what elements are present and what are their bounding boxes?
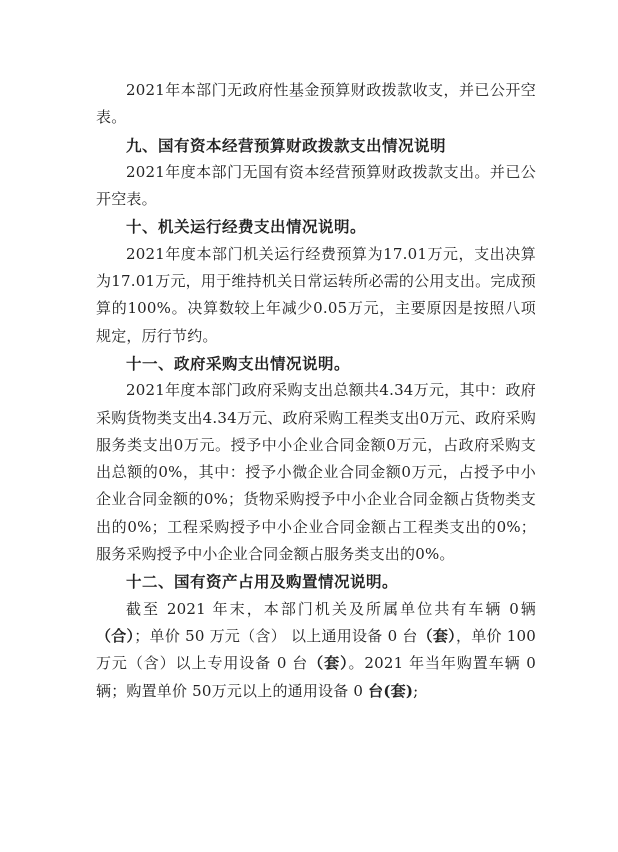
- paragraph-operating-expenses: 2021年度本部门机关运行经费预算为17.01万元，支出决算为17.01万元，用于维持机关日常运转所必需的公用支出。完成预算的100%。决算数较上年减少0.05万元，主要原因是按照八项规定，厉行节约。: [96, 244, 536, 345]
- assets-bold-2: （套）: [417, 626, 456, 645]
- heading-section-11: 十一、政府采购支出情况说明。: [126, 353, 351, 373]
- paragraph-government-procurement: 2021年度本部门政府采购支出总额共4.34万元，其中：政府采购货物类支出4.34万元、政府采购工程类支出0万元、政府采购服务类支出0万元。授予中小企业合同金额0万元，占政府采购支出总额的0%，其中：授予小微企业合同金额0万元，占授予中小企业合同金额的0%；货物采购授予中小企业合同金额占货物类支出的0%；工程采购授予中小企业合同金额占工程类支出的0%；服务采购授予中小企业合同金额占服务类支出的0%。: [96, 381, 536, 564]
- paragraph-state-assets: [96, 596, 536, 705]
- heading-section-10: 十、机关运行经费支出情况说明。: [126, 217, 367, 237]
- assets-text-2: ；单价 50 万元（含） 以上通用设备 0 台: [134, 626, 418, 645]
- heading-section-9: 九、国有资本经营预算财政拨款支出情况说明: [126, 135, 447, 155]
- assets-bold-4: 台(套): [368, 681, 414, 700]
- heading-section-12: 十二、国有资产占用及购置情况说明。: [126, 572, 399, 592]
- assets-text-1: 截至 2021 年末，本部门机关及所属单位共有车辆 0辆: [126, 599, 536, 618]
- assets-text-4: 。2021 年当年购置车辆 0 辆；购置单价 50万元以上的通用设备 0: [96, 654, 536, 700]
- assets-text-3: ，单价 100 万元（含）以上专用设备 0 台: [96, 626, 536, 673]
- assets-bold-1: （合）: [96, 626, 135, 645]
- paragraph-state-capital: 2021年度本部门无国有资本经营预算财政拨款支出。并已公开空表。: [96, 162, 536, 209]
- assets-bold-3: （套）: [308, 654, 349, 673]
- document-body: [96, 77, 536, 705]
- paragraph-government-fund: 2021年本部门无政府性基金预算财政拨款收支，并已公开空表。: [96, 81, 536, 127]
- assets-text-5: ;: [413, 681, 419, 700]
